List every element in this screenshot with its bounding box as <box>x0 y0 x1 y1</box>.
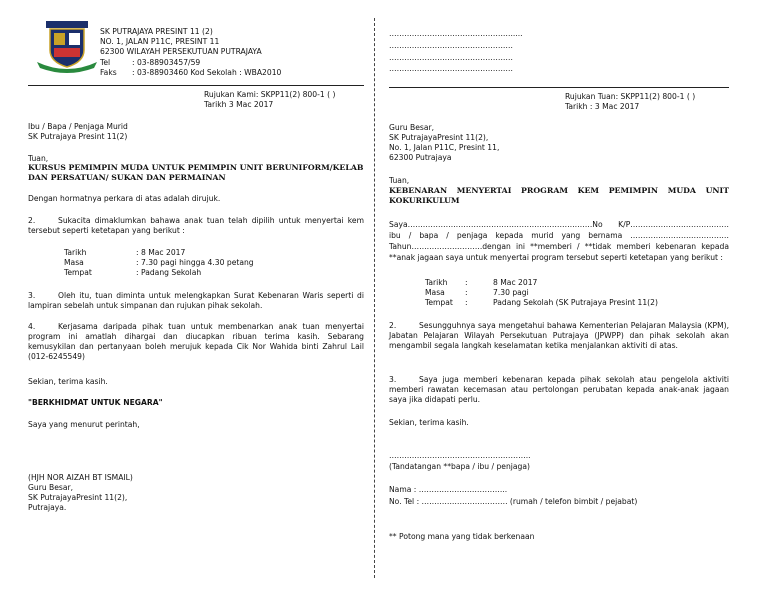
details-list <box>64 248 254 278</box>
recipient-line: SK PutrajayaPresint 11(2), <box>389 133 489 143</box>
recipient-line: No. 1, Jalan P11C, Presint 11, <box>389 143 500 153</box>
letter-date: Tarikh 3 Mac 2017 <box>204 100 274 109</box>
form-rule <box>389 87 729 88</box>
school-header <box>100 27 281 78</box>
fold-divider <box>374 18 375 578</box>
paragraph-4-text: Kerjasama daripada pihak tuan untuk membenarkan anak tuan menyertai program ini amatlah dihargai dan diucapkan ribuan terima kasih. Sebarang kemusykilan dan pertanyaan boleh merujuk kepada Cik Nor Wahida binti Zahrul Lail (012-6245549) <box>28 322 364 362</box>
detail-value: : 8 Mac 2017 <box>136 248 186 257</box>
paragraph-3-text: Oleh itu, tuan diminta untuk melengkapkan Surat Kebenaran Waris seperti di lampiran sebelah untuk simpanan dan rujukan pihak sekolah. <box>28 291 364 311</box>
recipient-2: SK Putrajaya Presint 11(2) <box>28 132 128 141</box>
form-paragraph-3-text: Saya juga memberi kebenaran kepada pihak sekolah atau pengelola aktiviti memberi rawatan kecemasan atau pertolongan perubatan kepada anak-anak jagaan saya jika didapati perlu. <box>389 375 729 405</box>
yours-faithfully: Saya yang menurut perintah, <box>28 420 140 429</box>
address-line: …………………………………………. <box>389 64 513 74</box>
detail-label: Masa <box>425 288 445 298</box>
footnote: ** Potong mana yang tidak berkenaan <box>389 532 535 541</box>
fax-label: Faks <box>100 67 117 77</box>
recipient-line: 62300 Putrajaya <box>389 153 452 163</box>
form-title: KEBENARAN MENYERTAI PROGRAM KEM PEMIMPIN MUDA UNIT KOKURIKULUM <box>389 186 729 206</box>
consent-paragraph: Saya……………………………………………………………….No K/P………………………………… ibu / bapa / penjaga kepada murid yang bernama ………………………………… Tahun……………………….dengan ini **memberi / **tidak memberi kebenaran kepada **anak jagaan saya untuk menyertai program tersebut seperti ketetapan yang berikut : <box>389 220 729 262</box>
detail-label: Masa <box>64 258 84 268</box>
detail-value: 7.30 pagi <box>493 288 529 298</box>
paragraph-2 <box>28 216 364 236</box>
detail-value: 8 Mac 2017 <box>493 278 538 287</box>
recipient-line: Guru Besar, <box>389 123 435 132</box>
salutation: Tuan, <box>28 154 49 163</box>
detail-value: : Padang Sekolah <box>136 268 202 278</box>
signatory-name: (HJH NOR AIZAH BT ISMAIL) <box>28 473 133 482</box>
signatory-title: Guru Besar, <box>28 483 74 493</box>
form-salutation: Tuan, <box>389 176 410 185</box>
form-reference: Rujukan Tuan: SKPP11(2) 800-1 ( ) <box>565 92 696 101</box>
signatory-city: Putrajaya. <box>28 503 67 513</box>
form-paragraph-3 <box>389 375 729 405</box>
letter-reference: Rujukan Kami: SKPP11(2) 800-1 ( ) <box>204 90 336 99</box>
motto: "BERKHIDMAT UNTUK NEGARA" <box>28 398 163 407</box>
form-paragraph-2-text: Sesungguhnya saya mengetahui bahawa Kementerian Pelajaran Malaysia (KPM), Jabatan Pelajaran Wilayah Persekutuan Putrajaya (JPWPP) dan pihak sekolah akan mengambil segala langkah keselamatan ketika menjalankan aktiviti di atas. <box>389 321 729 351</box>
phone-field[interactable]: No. Tel : ……………………………. (rumah / telefon bimbit / pejabat) <box>389 497 638 506</box>
recipient-1: Ibu / Bapa / Penjaga Murid <box>28 122 128 131</box>
form-closing: Sekian, terima kasih. <box>389 418 469 427</box>
fax-value: : 03-88903460 Kod Sekolah : WBA2010 <box>132 67 282 77</box>
signatory-block <box>28 473 133 513</box>
form-paragraph-2-number: 2. <box>389 321 397 330</box>
paragraph-3 <box>28 291 364 311</box>
signature-line[interactable]: ……………………………………………….. <box>389 451 531 460</box>
detail-value: : 7.30 pagi hingga 4.30 petang <box>136 258 254 268</box>
detail-label: Tempat <box>64 268 92 278</box>
detail-label: Tempat <box>425 298 453 308</box>
name-field[interactable]: Nama : …………………………….. <box>389 485 508 494</box>
detail-label: Tarikh <box>425 278 448 287</box>
school-crest-logo <box>34 18 100 74</box>
intro-paragraph: Dengan hormatnya perkara di atas adalah dirujuk. <box>28 194 221 203</box>
header-rule <box>28 85 364 86</box>
address-line: …………………………………………..... <box>389 29 523 38</box>
closing: Sekian, terima kasih. <box>28 377 108 386</box>
paragraph-2-text: Sukacita dimaklumkan bahawa anak tuan telah dipilih untuk menyertai kem tersebut seperti ketetapan yang berikut : <box>28 216 364 236</box>
address-line: …………………………………………. <box>389 40 513 50</box>
school-name: SK PUTRAJAYA PRESINT 11 (2) <box>100 27 213 36</box>
school-address-2: 62300 WILAYAH PERSEKUTUAN PUTRAJAYA <box>100 47 262 57</box>
tel-value: : 03-88903457/59 <box>132 57 201 67</box>
letter-title: KURSUS PEMIMPIN MUDA UNTUK PEMIMPIN UNIT BERUNIFORM/KELAB DAN PERSATUAN/ SUKAN DAN PERMAINAN <box>28 163 364 183</box>
paragraph-3-number: 3. <box>28 291 36 300</box>
paragraph-4-number: 4. <box>28 322 36 331</box>
form-date: Tarikh : 3 Mac 2017 <box>565 102 640 111</box>
address-line: …………………………………………. <box>389 52 513 62</box>
signature-label: (Tandatangan **bapa / ibu / penjaga) <box>389 462 530 471</box>
signatory-school: SK PutrajayaPresint 11(2), <box>28 493 128 503</box>
detail-label: Tarikh <box>64 248 87 257</box>
form-recipient <box>389 123 499 163</box>
tel-label: Tel <box>100 57 111 67</box>
form-paragraph-2 <box>389 321 729 351</box>
school-address-1: NO. 1, JALAN P11C, PRESINT 11 <box>100 37 220 47</box>
sender-address-lines <box>389 28 523 75</box>
paragraph-4 <box>28 322 364 362</box>
form-details-list: Tarikh : 8 Mac 2017 Masa : 7.30 pagi Tempat : Padang Sekolah (SK Putrajaya Presint 11(2) <box>425 278 658 308</box>
paragraph-2-number: 2. <box>28 216 36 225</box>
detail-value: Padang Sekolah (SK Putrajaya Presint 11(2) <box>493 298 658 308</box>
form-paragraph-3-number: 3. <box>389 375 397 384</box>
